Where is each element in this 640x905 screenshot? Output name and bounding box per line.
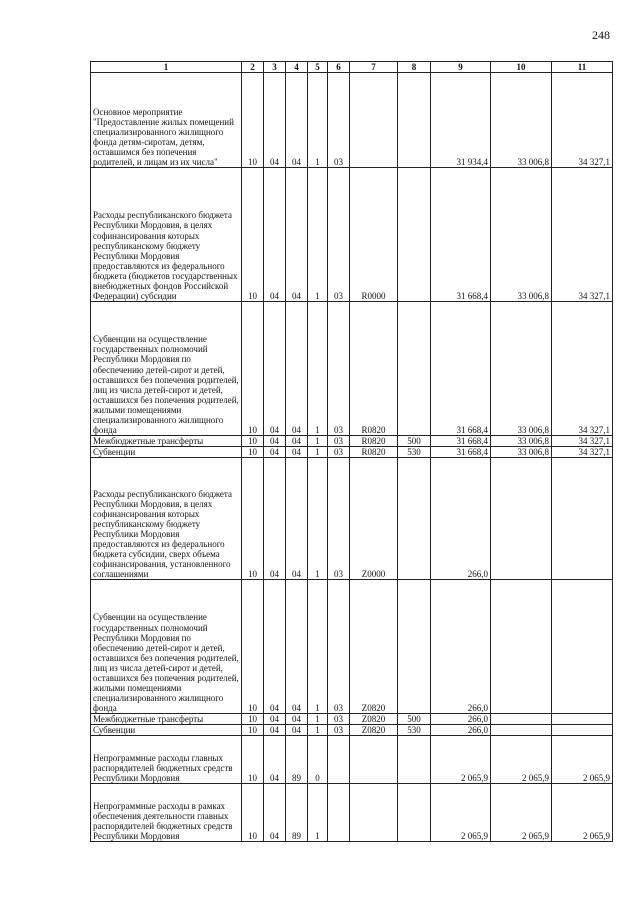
code-cell: 04 [286, 447, 308, 458]
amount-cell: 2 065,9 [431, 784, 491, 842]
code-cell: 89 [286, 784, 308, 842]
expense-type-cell [398, 168, 431, 302]
amount-cell: 31 668,4 [431, 447, 491, 458]
row-name: Субвенции на осуществление государственных полномочий Республики Мордовия по обеспечению детей-сирот и детей, оставшихся без попечения родителей, лиц из числа детей-сирот и детей, оставшихся без попечения родителей, жилыми помещениями специализированного жилищного фонда [91, 580, 242, 714]
code-cell: 10 [242, 714, 264, 725]
code-cell: 10 [242, 736, 264, 784]
amount-cell [552, 580, 613, 714]
amount-cell: 34 327,1 [552, 73, 613, 168]
amount-cell: 34 327,1 [552, 302, 613, 436]
target-item-cell: Z0000 [350, 458, 398, 580]
column-header: 8 [398, 62, 431, 73]
row-name: Межбюджетные трансферты [91, 436, 242, 447]
amount-cell: 34 327,1 [552, 447, 613, 458]
code-cell: 04 [264, 784, 286, 842]
code-cell: 03 [328, 580, 350, 714]
table-row [91, 436, 613, 447]
code-cell: 04 [286, 436, 308, 447]
column-header: 2 [242, 62, 264, 73]
page-number: 248 [592, 28, 610, 42]
column-header: 6 [328, 62, 350, 73]
row-name: Субвенции на осуществление государственных полномочий Республики Мордовия по обеспечению детей-сирот и детей, оставшихся без попечения родителей, лиц из числа детей-сирот и детей, оставшихся без попечения родителей, жилыми помещениями специализированного жилищного фонда [91, 302, 242, 436]
code-cell: 10 [242, 458, 264, 580]
code-cell: 1 [308, 73, 328, 168]
code-cell: 1 [308, 784, 328, 842]
row-name: Межбюджетные трансферты [91, 714, 242, 725]
code-cell: 1 [308, 580, 328, 714]
amount-cell: 2 065,9 [552, 736, 613, 784]
code-cell: 04 [264, 725, 286, 736]
code-cell: 10 [242, 447, 264, 458]
column-header: 4 [286, 62, 308, 73]
code-cell: 1 [308, 168, 328, 302]
code-cell: 10 [242, 73, 264, 168]
target-item-cell: R0820 [350, 436, 398, 447]
amount-cell: 266,0 [431, 580, 491, 714]
column-header: 11 [552, 62, 613, 73]
table-row [91, 714, 613, 725]
row-name: Расходы республиканского бюджета Республики Мордовия, в целях софинансирования которых республиканскому бюджету Республики Мордовия предоставляются из федерального бюджета (бюджетов государственных внебюджетных фондов Российской Федерации) субсидии [91, 168, 242, 302]
target-item-cell [350, 73, 398, 168]
column-header: 9 [431, 62, 491, 73]
amount-cell: 2 065,9 [552, 784, 613, 842]
code-cell: 04 [264, 168, 286, 302]
column-header: 1 [91, 62, 242, 73]
target-item-cell [350, 736, 398, 784]
expense-type-cell [398, 784, 431, 842]
table-row [91, 73, 613, 168]
code-cell: 04 [286, 458, 308, 580]
column-header: 5 [308, 62, 328, 73]
amount-cell: 31 934,4 [431, 73, 491, 168]
target-item-cell: Z0820 [350, 725, 398, 736]
expense-type-cell [398, 302, 431, 436]
code-cell: 1 [308, 436, 328, 447]
row-name: Непрограммные расходы главных распорядителей бюджетных средств Республики Мордовия [91, 736, 242, 784]
code-cell: 04 [264, 302, 286, 436]
code-cell: 03 [328, 725, 350, 736]
code-cell: 04 [286, 580, 308, 714]
code-cell: 03 [328, 302, 350, 436]
code-cell: 03 [328, 447, 350, 458]
table-row [91, 725, 613, 736]
code-cell [328, 736, 350, 784]
table-row [91, 580, 613, 714]
code-cell: 89 [286, 736, 308, 784]
code-cell: 04 [286, 302, 308, 436]
code-cell: 04 [264, 73, 286, 168]
row-name: Субвенции [91, 447, 242, 458]
amount-cell [491, 458, 552, 580]
code-cell: 1 [308, 302, 328, 436]
target-item-cell: R0820 [350, 447, 398, 458]
code-cell: 04 [286, 73, 308, 168]
table-header-row [91, 62, 613, 73]
expense-type-cell: 500 [398, 436, 431, 447]
amount-cell: 31 668,4 [431, 168, 491, 302]
row-name: Расходы республиканского бюджета Республики Мордовия, в целях софинансирования которых республиканскому бюджету Республики Мордовия предоставляются из федерального бюджета субсидии, сверх объема софинансирования, установленного соглашениями [91, 458, 242, 580]
amount-cell: 33 006,8 [491, 168, 552, 302]
amount-cell [552, 714, 613, 725]
amount-cell: 34 327,1 [552, 168, 613, 302]
code-cell: 03 [328, 714, 350, 725]
amount-cell: 31 668,4 [431, 436, 491, 447]
amount-cell: 266,0 [431, 458, 491, 580]
table-row [91, 168, 613, 302]
target-item-cell [350, 784, 398, 842]
code-cell: 0 [308, 736, 328, 784]
amount-cell [491, 714, 552, 725]
table-row [91, 784, 613, 842]
code-cell: 04 [264, 714, 286, 725]
code-cell: 1 [308, 447, 328, 458]
column-header: 10 [491, 62, 552, 73]
code-cell: 04 [264, 580, 286, 714]
code-cell: 10 [242, 580, 264, 714]
column-header: 7 [350, 62, 398, 73]
code-cell: 10 [242, 302, 264, 436]
code-cell: 1 [308, 725, 328, 736]
amount-cell [491, 725, 552, 736]
code-cell: 10 [242, 725, 264, 736]
amount-cell: 31 668,4 [431, 302, 491, 436]
code-cell: 10 [242, 168, 264, 302]
code-cell: 03 [328, 436, 350, 447]
code-cell: 10 [242, 784, 264, 842]
amount-cell: 33 006,8 [491, 302, 552, 436]
amount-cell: 266,0 [431, 714, 491, 725]
amount-cell: 2 065,9 [431, 736, 491, 784]
row-name: Субвенции [91, 725, 242, 736]
amount-cell: 266,0 [431, 725, 491, 736]
expense-type-cell: 530 [398, 725, 431, 736]
row-name: Основное мероприятие "Предоставление жилых помещений специализированного жилищного фонда детям-сиротам, детям, оставшимся без попечения родителей, и лицам из их числа" [91, 73, 242, 168]
amount-cell: 33 006,8 [491, 436, 552, 447]
code-cell: 04 [264, 458, 286, 580]
code-cell: 10 [242, 436, 264, 447]
amount-cell [491, 580, 552, 714]
table-row [91, 447, 613, 458]
expense-type-cell [398, 458, 431, 580]
table-body [91, 73, 613, 842]
amount-cell: 33 006,8 [491, 447, 552, 458]
table-row [91, 736, 613, 784]
target-item-cell: R0820 [350, 302, 398, 436]
amount-cell: 2 065,9 [491, 784, 552, 842]
code-cell: 04 [264, 447, 286, 458]
target-item-cell: Z0820 [350, 714, 398, 725]
code-cell: 03 [328, 168, 350, 302]
expense-type-cell [398, 73, 431, 168]
target-item-cell: Z0820 [350, 580, 398, 714]
budget-table [90, 61, 613, 842]
code-cell [328, 784, 350, 842]
amount-cell: 2 065,9 [491, 736, 552, 784]
code-cell: 04 [286, 168, 308, 302]
expense-type-cell [398, 580, 431, 714]
column-header: 3 [264, 62, 286, 73]
expense-type-cell: 500 [398, 714, 431, 725]
amount-cell [552, 458, 613, 580]
code-cell: 03 [328, 458, 350, 580]
code-cell: 04 [264, 736, 286, 784]
expense-type-cell: 530 [398, 447, 431, 458]
code-cell: 04 [286, 714, 308, 725]
code-cell: 1 [308, 458, 328, 580]
code-cell: 1 [308, 714, 328, 725]
code-cell: 03 [328, 73, 350, 168]
amount-cell [552, 725, 613, 736]
amount-cell: 34 327,1 [552, 436, 613, 447]
expense-type-cell [398, 736, 431, 784]
table-row [91, 458, 613, 580]
code-cell: 04 [286, 725, 308, 736]
table-row [91, 302, 613, 436]
code-cell: 04 [264, 436, 286, 447]
target-item-cell: R0000 [350, 168, 398, 302]
amount-cell: 33 006,8 [491, 73, 552, 168]
row-name: Непрограммные расходы в рамках обеспечения деятельности главных распорядителей бюджетных средств Республики Мордовия [91, 784, 242, 842]
